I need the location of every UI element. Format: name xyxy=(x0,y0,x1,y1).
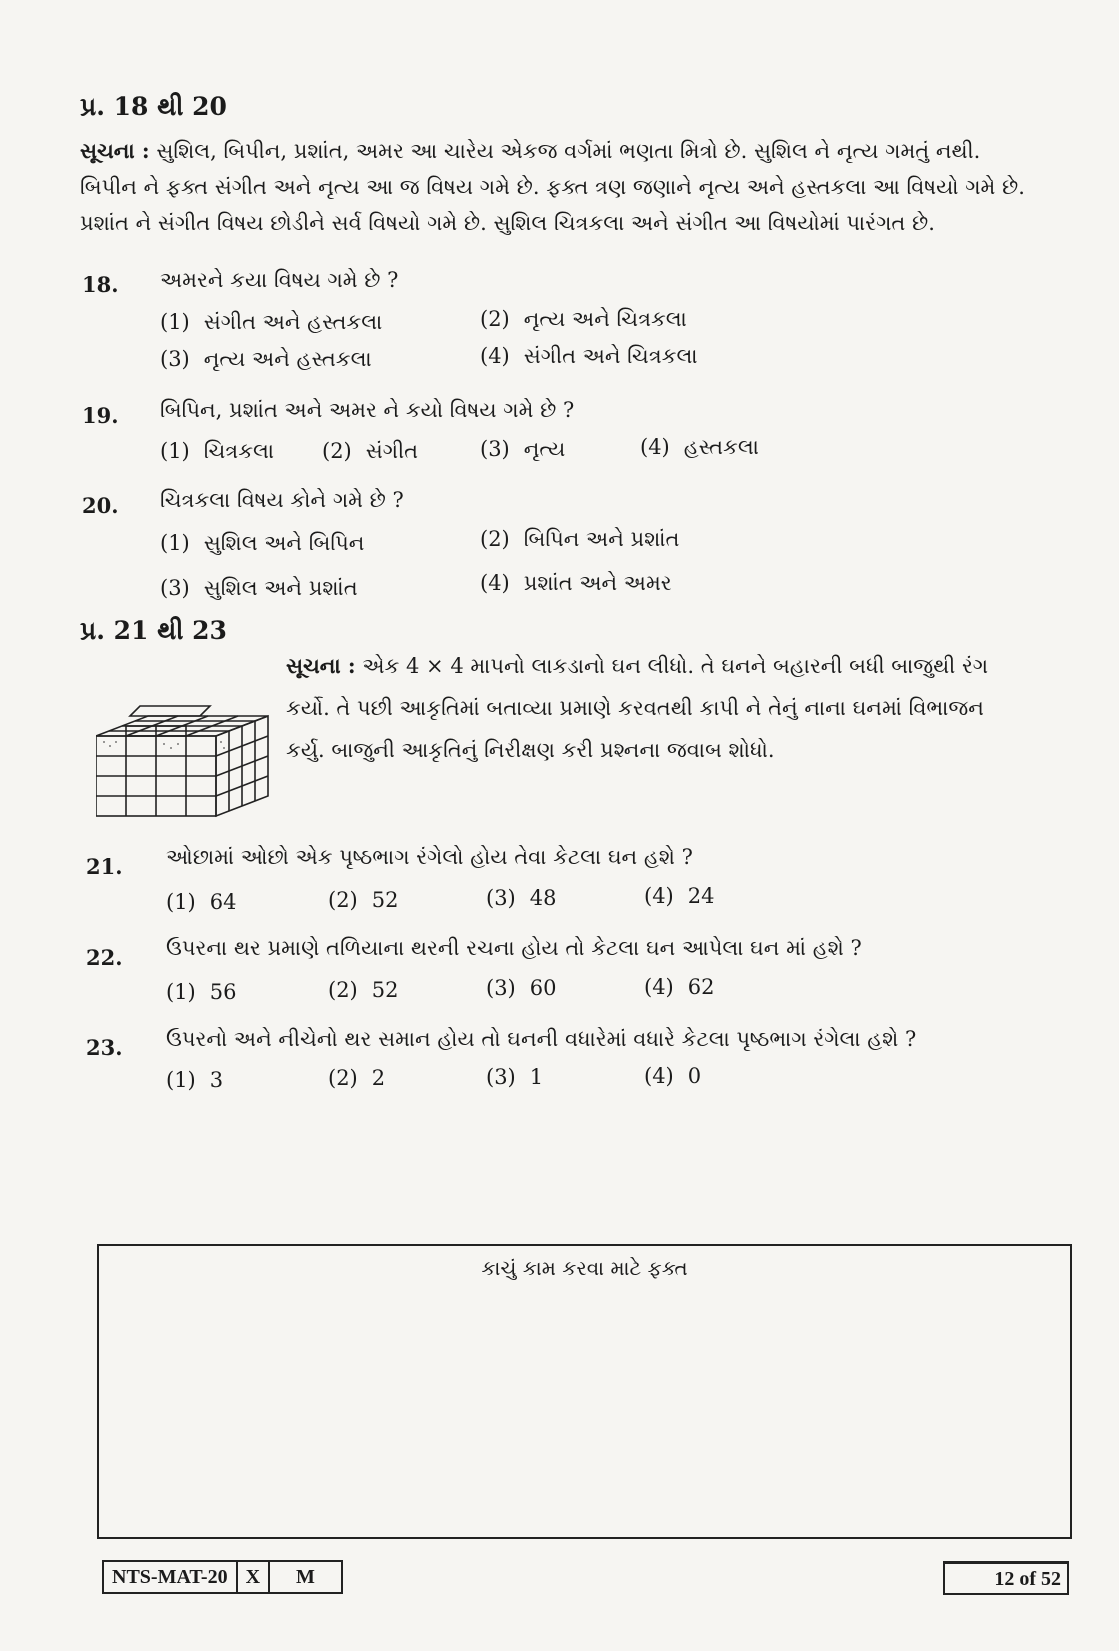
instruction-line-1 xyxy=(80,133,980,169)
option-number: (1) xyxy=(166,890,196,914)
q18-option-1[interactable] xyxy=(160,310,382,335)
option-text: 3 xyxy=(209,1068,224,1092)
option-text: નૃત્ય અને ચિત્રકલા xyxy=(523,307,687,331)
option-number: (2) xyxy=(328,888,358,912)
q19-option-4[interactable] xyxy=(640,435,759,460)
option-number: (1) xyxy=(166,980,196,1004)
option-text: 48 xyxy=(529,886,557,910)
option-number: (1) xyxy=(166,1068,196,1092)
option-number: (4) xyxy=(480,344,510,368)
q18-option-2[interactable] xyxy=(480,307,687,332)
q20-option-2[interactable] xyxy=(480,527,679,552)
q23-option-2[interactable] xyxy=(328,1066,385,1090)
instruction-label: સૂચના : xyxy=(80,138,150,163)
option-number: (3) xyxy=(160,347,190,371)
option-number: (1) xyxy=(160,531,190,555)
q22-option-4[interactable] xyxy=(644,975,714,999)
q23-option-3[interactable] xyxy=(486,1065,543,1089)
option-number: (4) xyxy=(644,884,674,908)
question-number-18: 18. xyxy=(82,272,119,297)
option-text: 64 xyxy=(209,890,237,914)
option-number: (4) xyxy=(644,975,674,999)
subject-code: M xyxy=(296,1566,315,1588)
q19-option-3[interactable] xyxy=(480,437,565,462)
option-text: પ્રશાંત અને અમર xyxy=(523,571,672,595)
instruction-line-3: પ્રશાંત ને સંગીત વિષય છોડીને સર્વ વિષયો ગમે છે. સુશિલ ચિત્રકલા અને સંગીત આ વિષયોમાં પારંગત છે. xyxy=(80,211,935,235)
question-text-21: ઓછામાં ઓછો એક પૃષ્ઠભાગ રંગેલો હોય તેવા કેટલા ઘન હશે ? xyxy=(166,845,693,869)
q19-option-1[interactable] xyxy=(160,439,274,464)
question-number-23: 23. xyxy=(86,1035,123,1060)
q18-option-4[interactable] xyxy=(480,344,697,369)
option-text: નૃત્ય અને હસ્તકલા xyxy=(203,347,372,371)
paper-code-box xyxy=(102,1560,343,1594)
rough-work-box xyxy=(97,1244,1072,1539)
option-text: નૃત્ય xyxy=(523,437,566,461)
instruction2-line-3: કર્યુ. બાજુની આકૃતિનું નિરીક્ષણ કરી પ્રશ્નના જવાબ શોધો. xyxy=(286,738,775,762)
q21-option-3[interactable] xyxy=(486,886,556,910)
option-number: (2) xyxy=(328,1066,358,1090)
q21-option-1[interactable] xyxy=(166,890,236,914)
question-text-20: ચિત્રકલા વિષય કોને ગમે છે ? xyxy=(160,488,404,512)
option-number: (3) xyxy=(160,576,190,600)
option-text: હસ્તકલા xyxy=(683,435,759,459)
option-number: (4) xyxy=(480,571,510,595)
option-text: 52 xyxy=(371,888,399,912)
option-text: 60 xyxy=(529,976,557,1000)
question-text-23: ઉપરનો અને નીચેનો થર સમાન હોય તો ઘનની વધારેમાં વધારે કેટલા પૃષ્ઠભાગ રંગેલા હશે ? xyxy=(166,1027,917,1051)
q20-option-3[interactable] xyxy=(160,576,358,601)
option-number: (2) xyxy=(480,527,510,551)
option-number: (2) xyxy=(322,439,352,463)
q23-option-1[interactable] xyxy=(166,1068,223,1092)
rough-work-title: કાચું કામ કરવા માટે ફક્ત xyxy=(481,1256,688,1280)
instruction2-line-2: કર્યો. તે પછી આકૃતિમાં બતાવ્યા પ્રમાણે કરવતથી કાપી ને તેનું નાના ઘનમાં વિભાજન xyxy=(286,696,984,720)
option-text: 52 xyxy=(371,978,399,1002)
option-number: (3) xyxy=(486,1065,516,1089)
section-header-18-20: પ્ર. 18 થી 20 xyxy=(80,92,227,121)
q21-option-4[interactable] xyxy=(644,884,714,908)
stacked-cube-figure xyxy=(96,704,276,824)
q20-option-4[interactable] xyxy=(480,571,672,596)
option-number: (4) xyxy=(644,1064,674,1088)
option-number: (1) xyxy=(160,439,190,463)
paper-code: NTS-MAT-20 xyxy=(104,1562,238,1592)
instruction-text: સુશિલ, બિપીન, પ્રશાંત, અમર આ ચારેય એકજ વર્ગમાં ભણતા મિત્રો છે. સુશિલ ને નૃત્ય ગમતું નથી. xyxy=(156,139,981,163)
option-text: 2 xyxy=(371,1066,386,1090)
instruction2-text: એક 4 × 4 માપનો લાકડાનો ઘન લીધો. તે ઘનને બહારની બધી બાજુથી રંગ xyxy=(362,654,989,678)
option-text: સુશિલ અને પ્રશાંત xyxy=(203,576,358,600)
question-number-21: 21. xyxy=(86,854,123,879)
option-number: (3) xyxy=(486,886,516,910)
option-text: 56 xyxy=(209,980,237,1004)
option-number: (2) xyxy=(480,307,510,331)
option-text: ચિત્રકલા xyxy=(203,439,275,463)
page-number: 12 of 52 xyxy=(943,1561,1069,1595)
section-header-21-23: પ્ર. 21 થી 23 xyxy=(80,616,227,645)
question-number-22: 22. xyxy=(86,945,123,970)
option-text: 24 xyxy=(687,884,715,908)
option-text: બિપિન અને પ્રશાંત xyxy=(523,527,680,551)
option-number: (4) xyxy=(640,435,670,459)
question-number-20: 20. xyxy=(82,493,119,518)
question-text-18: અમરને કયા વિષય ગમે છે ? xyxy=(160,268,399,292)
standard-code: X xyxy=(238,1562,270,1592)
q22-option-3[interactable] xyxy=(486,976,556,1000)
option-number: (3) xyxy=(486,976,516,1000)
instruction2-line-1 xyxy=(286,648,988,684)
option-text: સંગીત અને ચિત્રકલા xyxy=(523,344,698,368)
option-number: (3) xyxy=(480,437,510,461)
q22-option-2[interactable] xyxy=(328,978,398,1002)
option-text: 62 xyxy=(687,975,715,999)
option-text: સુશિલ અને બિપિન xyxy=(203,531,365,555)
option-text: સંગીત અને હસ્તકલા xyxy=(203,310,383,334)
question-text-19: બિપિન, પ્રશાંત અને અમર ને કયો વિષય ગમે છે ? xyxy=(160,398,575,422)
option-text: 1 xyxy=(529,1065,544,1089)
q18-option-3[interactable] xyxy=(160,347,372,372)
option-text: 0 xyxy=(687,1064,702,1088)
q21-option-2[interactable] xyxy=(328,888,398,912)
question-number-19: 19. xyxy=(82,403,119,428)
option-number: (2) xyxy=(328,978,358,1002)
q20-option-1[interactable] xyxy=(160,531,364,556)
option-number: (1) xyxy=(160,310,190,334)
instruction2-label: સૂચના : xyxy=(286,653,356,678)
q19-option-2[interactable] xyxy=(322,439,418,464)
instruction-line-2: બિપીન ને ફક્ત સંગીત અને નૃત્ય આ જ વિષય ગમે છે. ફક્ત ત્રણ જણાને નૃત્ય અને હસ્તકલા આ વિષયો ગમે છે. xyxy=(80,175,1025,199)
q23-option-4[interactable] xyxy=(644,1064,701,1088)
option-text: સંગીત xyxy=(365,439,419,463)
question-text-22: ઉપરના થર પ્રમાણે તળિયાના થરની રચના હોય તો કેટલા ઘન આપેલા ઘન માં હશે ? xyxy=(166,936,862,960)
q22-option-1[interactable] xyxy=(166,980,236,1004)
